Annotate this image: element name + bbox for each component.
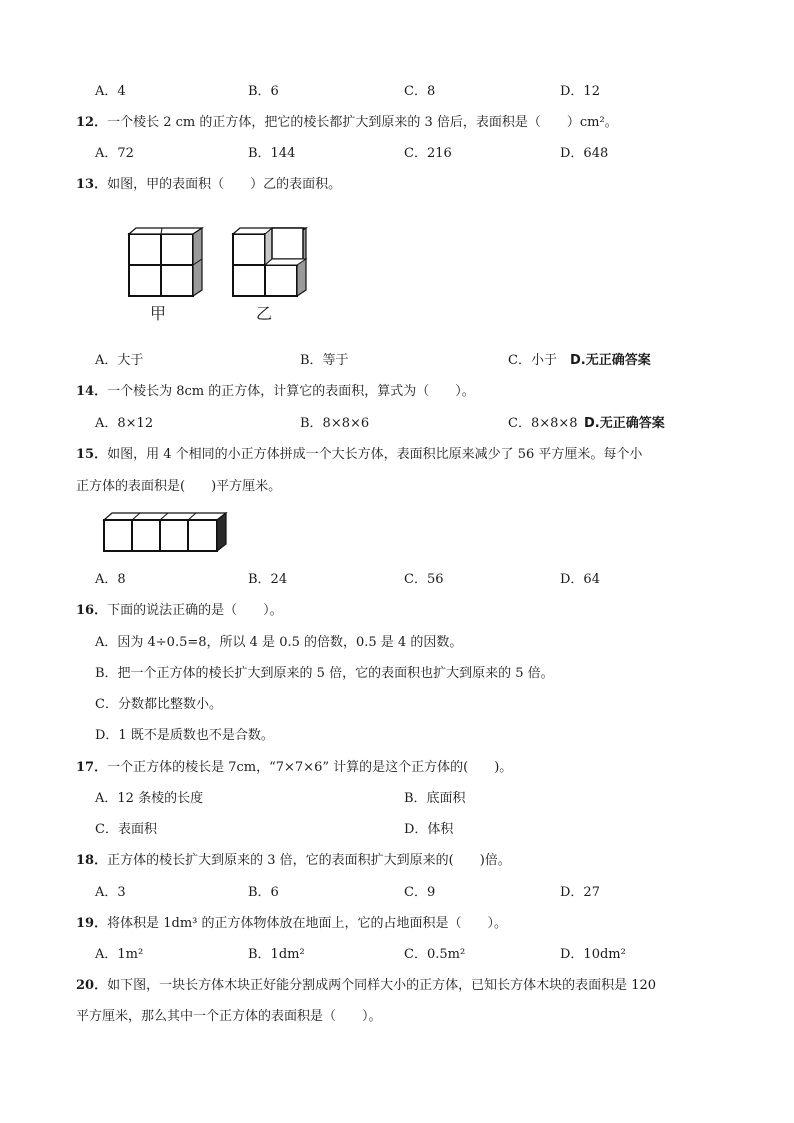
q18-option-a: A．3 (95, 885, 126, 900)
question-14 (76, 384, 475, 400)
q16-option-a: A．因为 4÷0.5=8，所以 4 是 0.5 的倍数，0.5 是 4 的因数。 (95, 635, 463, 650)
question-number: 18． (76, 853, 108, 868)
q15-option-c: C．56 (404, 572, 444, 587)
question-number: 19． (76, 916, 108, 931)
question-18 (76, 853, 511, 869)
question-number: 15． (76, 447, 108, 462)
q14-option-b: B．8×8×6 (300, 416, 370, 431)
q16-option-d: D．1 既不是质数也不是合数。 (95, 728, 274, 743)
question-19 (76, 916, 507, 932)
figure-label-jia: 甲 (150, 304, 167, 323)
question-16 (76, 603, 283, 619)
question-text: 如图，用 4 个相同的小正方体拼成一个大长方体，表面积比原来减少了 56 平方厘米。每个小 (107, 447, 643, 462)
q13-option-d: D.无正确答案 (570, 353, 651, 368)
question-15 (76, 447, 642, 463)
q17-option-a: A．12 条棱的长度 (95, 791, 204, 806)
question-number: 20． (76, 978, 108, 993)
figure-yi-cube (230, 226, 310, 298)
q18-option-c: C．9 (404, 885, 436, 900)
q12-option-a: A．72 (95, 146, 134, 161)
question-15-continued: 正方体的表面积是( )平方厘米。 (76, 479, 282, 494)
q11-option-b: B．6 (248, 84, 279, 99)
q13-option-c: C．小于 (508, 353, 557, 368)
q15-option-a: A．8 (95, 572, 126, 587)
question-text: 一个棱长 2 cm 的正方体，把它的棱长都扩大到原来的 3 倍后，表面积是（ ）cm²。 (107, 115, 618, 130)
question-text: 如图，甲的表面积（ ）乙的表面积。 (107, 177, 342, 192)
q15-option-d: D．64 (560, 572, 600, 587)
question-text: 一个正方体的棱长是 7cm，“7×7×6” 计算的是这个正方体的( )。 (107, 760, 513, 775)
question-17 (76, 760, 512, 776)
question-13 (76, 177, 341, 193)
q14-option-c: C．8×8×8 (508, 416, 578, 431)
figure-four-cubes-cuboid (100, 508, 230, 554)
q12-option-c: C．216 (404, 146, 452, 161)
q11-option-d: D．12 (560, 84, 600, 99)
q17-option-d: D．体积 (404, 822, 454, 837)
q13-option-a: A．大于 (95, 353, 144, 368)
q14-option-a: A．8×12 (95, 416, 154, 431)
question-text: 如下图，一块长方体木块正好能分割成两个同样大小的正方体，已知长方体木块的表面积是 120 (107, 978, 657, 993)
q17-option-c: C．表面积 (95, 822, 157, 837)
q19-option-d: D．10dm² (560, 947, 626, 962)
figure-label-yi: 乙 (256, 304, 273, 323)
question-number: 16． (76, 603, 108, 618)
question-text: 将体积是 1dm³ 的正方体物体放在地面上，它的占地面积是（ ）。 (107, 916, 507, 931)
q12-option-b: B．144 (248, 146, 296, 161)
q19-option-c: C．0.5m² (404, 947, 466, 962)
q11-option-c: C．8 (404, 84, 436, 99)
question-20-continued: 平方厘米，那么其中一个正方体的表面积是（ ）。 (76, 1009, 382, 1024)
question-text: 一个棱长为 8cm 的正方体，计算它的表面积，算式为（ ）。 (107, 384, 475, 399)
question-number: 13． (76, 177, 108, 192)
figure-jia-cube (126, 226, 206, 298)
question-number: 12． (76, 115, 108, 130)
question-text: 正方体的棱长扩大到原来的 3 倍，它的表面积扩大到原来的( )倍。 (107, 853, 511, 868)
q13-option-b: B．等于 (300, 353, 349, 368)
q16-option-b: B．把一个正方体的棱长扩大到原来的 5 倍，它的表面积也扩大到原来的 5 倍。 (95, 666, 554, 681)
q14-option-d: D.无正确答案 (584, 416, 665, 431)
q19-option-a: A．1m² (95, 947, 144, 962)
question-20 (76, 978, 656, 994)
q18-option-d: D．27 (560, 885, 600, 900)
q19-option-b: B．1dm² (248, 947, 305, 962)
q12-option-d: D．648 (560, 146, 609, 161)
q15-option-b: B．24 (248, 572, 288, 587)
q18-option-b: B．6 (248, 885, 279, 900)
q17-option-b: B．底面积 (404, 791, 466, 806)
question-number: 14． (76, 384, 108, 399)
question-12 (76, 115, 618, 131)
question-text: 下面的说法正确的是（ ）。 (107, 603, 283, 618)
q11-option-a: A．4 (95, 84, 126, 99)
question-number: 17． (76, 760, 108, 775)
q16-option-c: C．分数都比整数小。 (95, 697, 222, 712)
